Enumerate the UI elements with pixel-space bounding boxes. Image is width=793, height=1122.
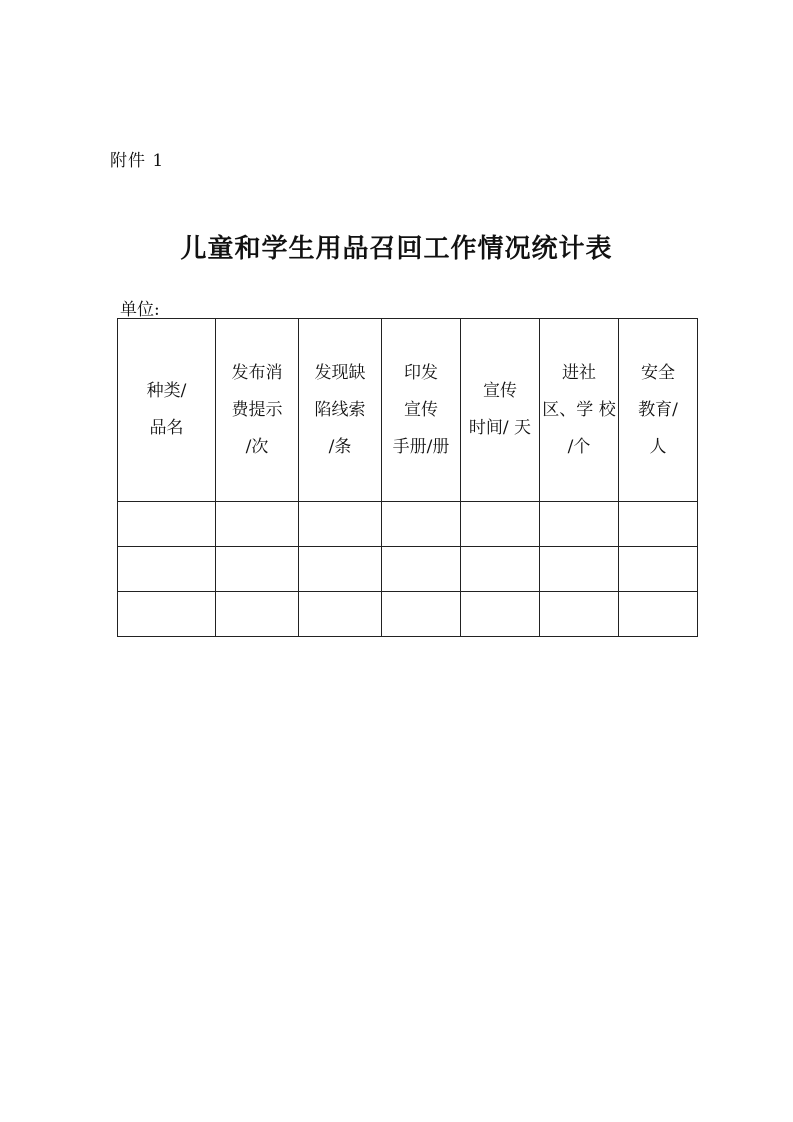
- header-consumer-alerts-line: 费提示: [231, 399, 283, 420]
- table-cell: [118, 592, 216, 637]
- unit-label: 单位:: [120, 300, 160, 320]
- header-defect-leads-line: 发现缺: [314, 362, 366, 383]
- header-brochures-line: 宣传: [404, 399, 438, 420]
- table-row: [118, 547, 698, 592]
- table-cell: [382, 592, 461, 637]
- header-consumer-alerts-line: 发布消: [231, 362, 283, 383]
- header-defect-leads-line: /条: [328, 436, 352, 457]
- table-header-row: [118, 319, 698, 502]
- header-defect-leads: [299, 319, 382, 502]
- table-cell: [118, 547, 216, 592]
- document-title: 儿童和学生用品召回工作情况统计表: [180, 234, 613, 264]
- header-brochures: [382, 319, 461, 502]
- table-cell: [118, 502, 216, 547]
- header-brochures-line: 印发: [404, 362, 438, 383]
- table-cell: [299, 592, 382, 637]
- table-cell: [540, 547, 619, 592]
- header-safety-education-line: 教育/: [638, 399, 678, 420]
- table-cell: [540, 502, 619, 547]
- table-cell: [216, 592, 299, 637]
- statistics-table: [117, 318, 698, 637]
- header-community-visits: [540, 319, 619, 502]
- table-cell: [299, 502, 382, 547]
- header-safety-education-line: 人: [649, 436, 667, 457]
- header-consumer-alerts: [216, 319, 299, 502]
- table-cell: [461, 592, 540, 637]
- table-cell: [382, 502, 461, 547]
- header-category-line: 品名: [149, 418, 184, 438]
- table-cell: [619, 592, 698, 637]
- table-cell: [382, 547, 461, 592]
- header-category: [118, 319, 216, 502]
- table-cell: [216, 502, 299, 547]
- header-safety-education-line: 安全: [641, 362, 675, 383]
- table-cell: [619, 547, 698, 592]
- table-cell: [461, 502, 540, 547]
- header-brochures-line: 手册/册: [392, 436, 450, 457]
- attachment-label: 附件 1: [110, 151, 165, 171]
- header-category-line: 种类/: [146, 381, 187, 401]
- table-row: [118, 502, 698, 547]
- table-cell: [540, 592, 619, 637]
- table-cell: [299, 547, 382, 592]
- header-publicity-days: [461, 319, 540, 502]
- header-consumer-alerts-line: /次: [245, 436, 269, 457]
- header-community-visits-line: 区、学 校: [542, 399, 616, 420]
- table-cell: [619, 502, 698, 547]
- table-cell: [216, 547, 299, 592]
- header-safety-education: [619, 319, 698, 502]
- table-cell: [461, 547, 540, 592]
- header-defect-leads-line: 陷线索: [314, 399, 366, 420]
- header-publicity-days-line: 时间/ 天: [468, 418, 532, 438]
- header-community-visits-line: 进社: [562, 362, 596, 383]
- header-publicity-days-line: 宣传: [483, 381, 517, 401]
- header-community-visits-line: /个: [567, 436, 591, 457]
- table-row: [118, 592, 698, 637]
